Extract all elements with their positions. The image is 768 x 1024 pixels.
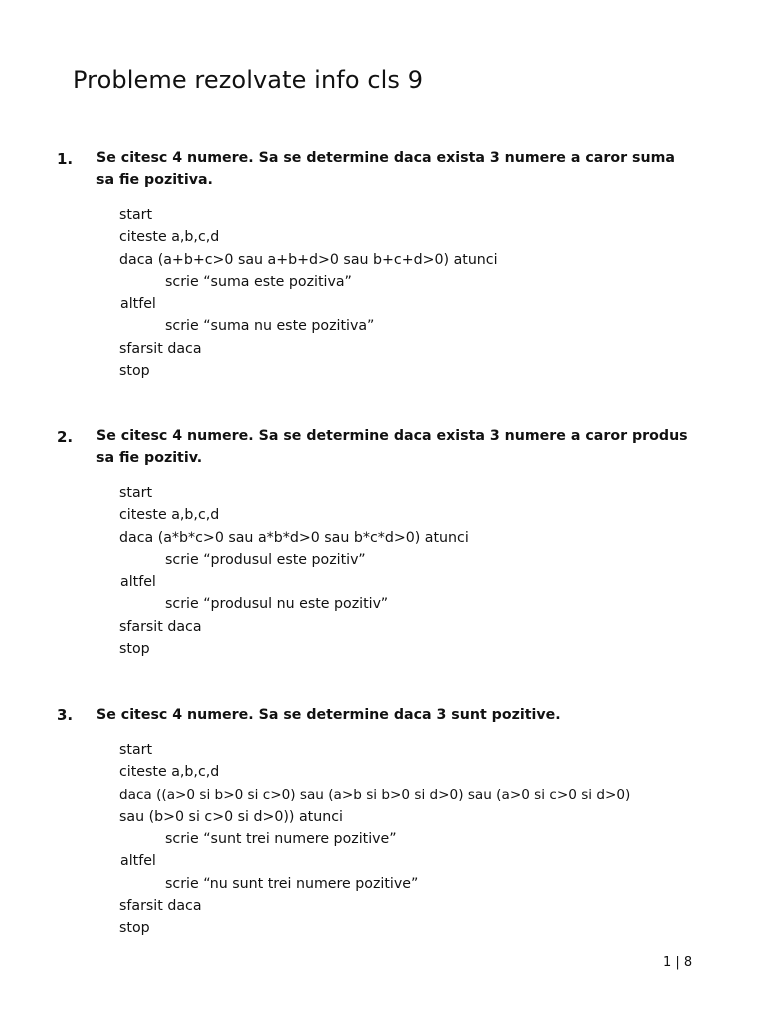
code-line: start: [119, 207, 153, 223]
code-line: start: [119, 485, 153, 501]
code-line: altfel: [120, 853, 156, 870]
problem-number: 2.: [57, 428, 74, 446]
code-line: citeste a,b,c,d: [119, 507, 220, 524]
code-line: scrie “nu sunt trei numere pozitive”: [165, 875, 419, 892]
code-line: sfarsit daca: [119, 898, 202, 915]
document-title: Probleme rezolvate info cls 9: [73, 66, 424, 94]
page-number: 1 | 8: [663, 955, 693, 970]
pseudocode-block: [119, 739, 630, 940]
problem-statement: Se citesc 4 numere. Sa se determine daca exista 3 numere a caror produs sa fie pozitiv.: [96, 428, 688, 466]
code-line: daca ((a>0 si b>0 si c>0) sau (a>b si b>0 si d>0) sau (a>0 si c>0 si d>0): [119, 786, 631, 803]
code-line: citeste a,b,c,d: [119, 229, 220, 246]
code-line: stop: [119, 641, 150, 658]
code-line: scrie “sunt trei numere pozitive”: [165, 831, 397, 848]
code-line: sfarsit daca: [119, 618, 202, 635]
code-line: stop: [119, 363, 150, 380]
code-line: daca (a*b*c>0 sau a*b*d>0 sau b*c*d>0) atunci: [119, 529, 469, 546]
code-line: daca (a+b+c>0 sau a+b+d>0 sau b+c+d>0) atunci: [119, 251, 498, 268]
pseudocode-block: [119, 482, 469, 660]
code-line: scrie “suma nu este pozitiva”: [165, 318, 375, 335]
code-line: scrie “produsul este pozitiv”: [165, 551, 366, 568]
pseudocode-block: [119, 204, 498, 382]
code-line: sfarsit daca: [119, 340, 202, 357]
problem-statement: Se citesc 4 numere. Sa se determine daca exista 3 numere a caror suma sa fie pozitiva.: [96, 150, 675, 188]
problem-number: 3.: [57, 706, 74, 724]
code-line: sau (b>0 si c>0 si d>0)) atunci: [119, 808, 343, 825]
code-line: start: [119, 742, 153, 758]
problem-statement: Se citesc 4 numere. Sa se determine daca 3 sunt pozitive.: [96, 707, 561, 723]
code-line: scrie “suma este pozitiva”: [165, 273, 352, 290]
code-line: stop: [119, 920, 150, 937]
code-line: scrie “produsul nu este pozitiv”: [165, 596, 389, 613]
problem-number: 1.: [57, 150, 74, 168]
code-line: altfel: [120, 296, 156, 313]
code-line: altfel: [120, 574, 156, 591]
code-line: citeste a,b,c,d: [119, 764, 220, 781]
